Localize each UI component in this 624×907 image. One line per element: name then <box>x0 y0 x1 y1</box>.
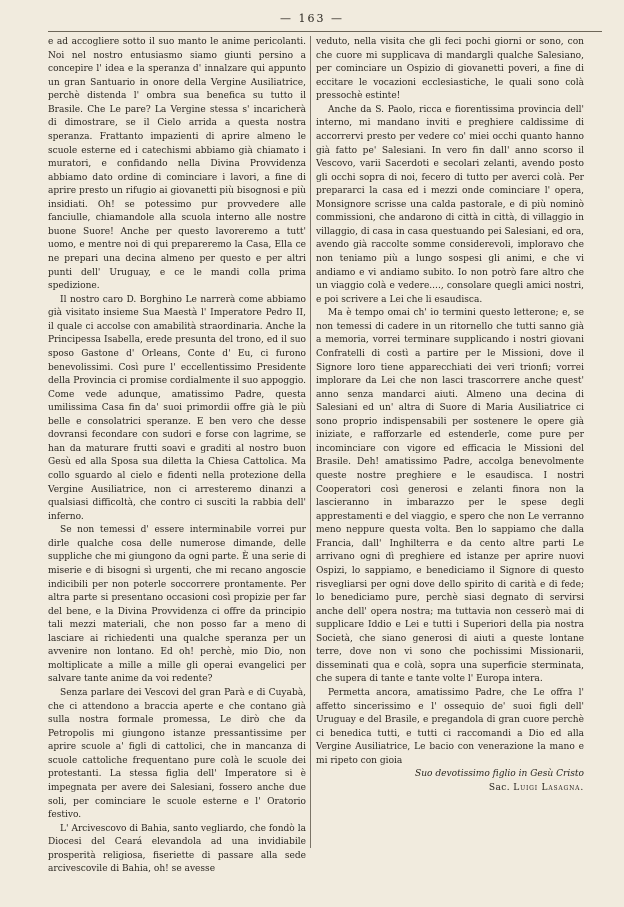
header-rule <box>48 31 602 32</box>
signoff: Suo devotissimo figlio in Gesù Cristo <box>415 769 584 780</box>
column-divider <box>310 36 311 848</box>
paragraph: Il nostro caro D. Borghino Le narrerà come abbiamo già visitato insieme Sua Maestà l' Imperatore Pedro II, il quale ci accolse con amabilità straordinaria. Anche la Principessa Isabella, erede presunta del trono, ed il suo sposo Gastone d' Orleans, Conte d' Eu, ci furono benevolissimi. Così pure l' eccellentissimo Presidente della Provincia ci promise cordialmente il suo appoggio. Come vede adunque, amatissimo Padre, questa umilissima Casa fin da' suoi primordii offre già le più belle e consolatrici speranze. E ben vero che desse dovransi fecondare con sudori e forse con lagrime, se han da maturare frutti soavi e graditi al nostro buon Gesù ed alla Sposa sua diletta la Chiesa Cattolica. Ma collo sguardo al cielo e fidenti nella protezione della Vergine Ausiliatrice, non ci arresteremo dinanzi a qualsiasi difficoltà, che contro ci susciti la rabbia dell' inferno. <box>48 294 306 522</box>
paragraph: veduto, nella visita che gli feci pochi giorni or sono, con che cuore mi supplicava di mandargli qualche Salesiano, per cominciare un Ospizio di giovanetti poveri, a fine di eccitare le vocazioni ecclesiastiche, le quali sono colà pressochè estinte! <box>316 37 584 102</box>
signature-prefix: Sac. <box>488 782 510 793</box>
left-column <box>48 36 306 877</box>
paragraph: L' Arcivescovo di Bahia, santo vegliardo, che fondò la Diocesi del Ceará elevandola ad una invidiabile prosperità religiosa, fiseriette di passare alla sede arcivescovile di Bahia, oh! se avesse <box>48 823 306 875</box>
paragraph: e ad accogliere sotto il suo manto le anime pericolanti. Noi nel nostro entusiasmo siamo giunti persino a concepire l' idea e la speranza d' innalzare qui appunto un gran Santuario in onore della Vergine Ausiliatrice, perchè distenda l' ombra sua benefica su tutto il Brasile. Che Le pare? La Vergine stessa s' incaricherà di dimostrare, se il Cielo arrida a questa nostra speranza. Frattanto impazienti di aprire almeno le scuole esterne ed i catechismi abbiamo già chiamato i muratori, e confidando nella Divina Provvidenza abbiamo dato ordine di cominciare i lavori, a fine di aprire presto un rifugio ai giovanetti più bisognosi e più insidiati. Oh! se potessimo pur provvedere alle fanciulle, chiamandole alla scuola interno alle nostre buone Suore! Anche per questo lavoreremo a tutt' uomo, e mentre noi di qui prepareremo la Casa, Ella ce ne prepari una decina almeno per questo e per altri punti dell' Uruguay, e ce le mandi colla prima spedizione. <box>48 37 306 292</box>
paragraph: Senza parlare dei Vescovi del gran Parà e di Cuyabà, che ci attendono a braccia aperte e che contano già sulla nostra formale promessa, Le dirò che da Petropolis mi giungono istanze pressantissime per aprire scuole a' figli di cattolici, che in mancanza di scuole cattoliche frequentano pure colà le scuole dei protestanti. La stessa figlia dell' Imperatore si è impegnata per avere dei Salesiani, fossero anche due soli, per cominciare le scuole esterne e l' Oratorio festivo. <box>48 688 306 821</box>
signature <box>316 782 584 796</box>
paragraph: Se non temessi d' essere interminabile vorrei pur dirle qualche cosa delle numerose dimande, delle suppliche che mi giungono da ogni parte. È una serie di miserie e di bisogni sì urgenti, che mi recano angoscie indicibili per non poterle soccorrere prontamente. Per altra parte si presentano occasioni così propizie per far del bene, e la Divina Provvidenza ci offre da principio tali mezzi materiali, che non posso far a meno di lasciare ai richiedenti una qualche speranza per un avvenire non lontano. Ed oh! perchè, mio Dio, non moltiplicate a mille a mille gli operai evangelici per salvare tante anime da voi redente? <box>48 525 306 685</box>
signature-name: Luigi Lasagna. <box>513 782 584 793</box>
paragraph: Anche da S. Paolo, ricca e fiorentissima provincia dell' interno, mi mandano inviti e preghiere caldissime di accorrervi presto per vedere co' miei occhi quanto hanno già fatto pe' Salesiani. In vero fin dall' anno scorso il Vescovo, varii Sacerdoti e secolari zelanti, avendo posto gli occhi sopra di noi, fecero di tutto per averci colà. Per prepararci la casa ed i mezzi onde cominciare l' opera, Monsignore scrisse una calda pastorale, e di più nominò commissioni, che andarono di città in città, di villaggio in villaggio, di casa in casa questuando pei Salesiani, ed ora, avendo già raccolte somme considerevoli, imploravo che non teniamo più a lungo sospesi gli animi, e che vi andiamo e vi andiamo subito. Io non potrò fare altro che un viaggio colà e vedere...., consolare quegli amici nostri, e poi scrivere a Lei che li esaudisca. <box>316 104 584 305</box>
paragraph: Ma è tempo omai ch' io termini questo letterone; e, se non temessi di cadere in un ritornello che tutti sanno già a memoria, vorrei terminare supplicando i nostri giovani Confratelli di costì a partire per le Missioni, dove il Signore loro tiene apparecchiati dei veri trionfi; vorrei implorare da Lei che non lasci trascorrere anche quest' anno senza mandarci aiuti. Almeno una decina di Salesiani ed un' altra di Suore di Maria Ausiliatrice ci sono proprio indispensabili per sostenere le opere già iniziate, e rafforzarle ed estenderle, come pure per incominciare con vigore ed efficacia le Missioni del Brasile. Deh! amatissimo Padre, accolga benevolmente queste nostre preghiere e le esaudisca. I nostri Cooperatori così generosi e zelanti finora non la lascieranno in imbarazzo per le spese degli apprestamenti e del viaggio, e spero che non Le verranno meno neppure questa volta. Ben lo sappiamo che dalla Francia, dall' Inghilterra e da cento altre parti Le arrivano ogni dì preghiere ed istanze per aprire nuovi Ospizi, lo sappiamo, e benediciamo il Signore di questo risvegliarsi per ogni dove dello spirito di carità e di fede; lo benediciamo pure, perchè siasi degnato di servirsi anche dell' opera nostra; ma tuttavia non cesserò mai di supplicare Iddio e Lei e tutti i Superiori della pia nostra Società, che siano generosi di aiuti a queste lontane terre, dove non vi sono che pochissimi Missionarii, disseminati qua e colà, sopra una superficie sterminata, che supera di tante e tante volte l' Europa intera. <box>316 308 584 685</box>
paragraph: Permetta ancora, amatissimo Padre, che Le offra l' affetto sincerissimo e l' ossequio de' suoi figli dell' Uruguay e del Brasile, e pregandola di gran cuore perchè ci benedica tutti, e tutti ci raccomandi a Dio ed alla Vergine Ausiliatrice, Le bacio con venerazione la mano e mi ripeto con gioia <box>316 688 584 766</box>
page-number: — 163 — <box>280 12 344 25</box>
right-column <box>316 36 584 796</box>
